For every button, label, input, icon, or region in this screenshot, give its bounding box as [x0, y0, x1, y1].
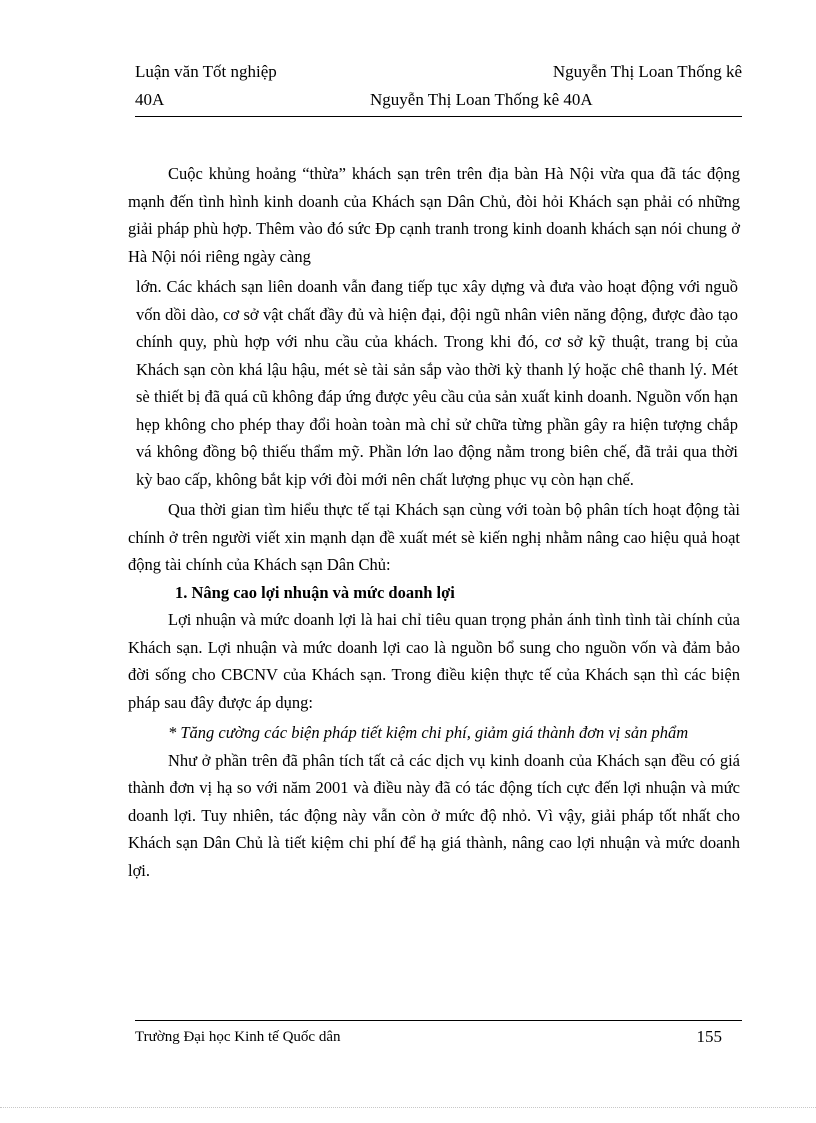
page-header [135, 58, 742, 117]
header-author-class-label: Nguyễn Thị Loan Thống kê 40A [370, 90, 593, 109]
section-heading: 1. Nâng cao lợi nhuận và mức doanh lợi [175, 582, 455, 602]
footer-school: Trường Đại học Kinh tế Quốc dân [135, 1029, 341, 1045]
paragraph-proposal: Qua thời gian tìm hiểu thực tế tại Khách sạn cùng với toàn bộ phân tích hoạt động tài chính ở trên người viết xin mạnh dạn đề xuất mét sè kiến nghị nhằm nâng cao hiệu quả hoạt động tài chính của Khách sạn Dân Chủ: [128, 500, 740, 574]
page-bottom-divider [0, 1107, 816, 1108]
page-footer [135, 1020, 742, 1051]
header-class-label: 40A [135, 90, 165, 109]
header-author-label: Nguyễn Thị Loan Thống kê [552, 62, 742, 81]
paragraph-profit: Lợi nhuận và mức doanh lợi là hai chỉ tiêu quan trọng phản ánh tình tình tài chính của Khách sạn. Lợi nhuận và mức doanh lợi cao là nguồn bổ sung cho nguồn vốn và đảm bảo đời sống cho CBCNV của Khách sạn. Trong điều kiện thực tế của Khách sạn thì các biện pháp sau đây được áp dụng: [128, 610, 740, 712]
paragraph-competition: lớn. Các khách sạn liên doanh vẫn đang tiếp tục xây dựng và đưa vào hoạt động với nguồ vốn dồi dào, cơ sở vật chất đầy đủ và hiện đại, đội ngũ nhân viên năng động, được đào tạo chính quy, phù hợp với nhu cầu của khách. Trong khi đó, cơ sở kỹ thuật, trang bị của Khách sạn còn khá lậu hậu, mét sè tài sản sắp vào thời kỳ thanh lý hoặc chê thanh lý. Mét sè thiết bị đã quá cũ không đáp ứng được yêu cầu của sản xuất kinh doanh. Nguồn vốn hạn hẹp không cho phép thay đổi hoàn toàn mà chỉ sử chữa từng phần gây ra hiện tượng chắp vá không đồng bộ thiếu thẩm mỹ. Phần lớn lao động nằm trong biên chế, đã trải qua thời kỳ bao cấp, không bắt kịp với đòi mới nên chất lượng phục vụ còn hạn chế. [136, 277, 738, 489]
document-body [128, 160, 740, 884]
page-number: 155 [696, 1027, 722, 1046]
paragraph-cost: Như ở phần trên đã phân tích tất cả các dịch vụ kinh doanh của Khách sạn đều có giá thành đơn vị hạ so với năm 2001 và điều này đã có tác động tích cực đến lợi nhuận và mức doanh lợi. Tuy nhiên, tác động này vẫn còn ở mức độ nhỏ. Vì vậy, giải pháp tốt nhất cho Khách sạn Dân Chủ là tiết kiệm chi phí để hạ giá thành, nâng cao lợi nhuận và mức doanh lợi. [128, 750, 740, 880]
header-thesis-label: Luận văn Tốt nghiệp [135, 62, 277, 81]
paragraph-crisis: Cuộc khủng hoảng “thừa” khách sạn trên trên địa bàn Hà Nội vừa qua đã tác động mạnh đến tình hình kinh doanh của Khách sạn Dân Chủ, đòi hỏi Khách sạn phải có những giải pháp phù hợp. Thêm vào đó sức Đp cạnh tranh trong kinh doanh khách sạn nói chung ở Hà Nội nói riêng ngày càng [128, 164, 740, 266]
sub-heading: * Tăng cường các biện pháp tiết kiệm chi phí, giảm giá thành đơn vị sản phẩm [168, 723, 689, 742]
